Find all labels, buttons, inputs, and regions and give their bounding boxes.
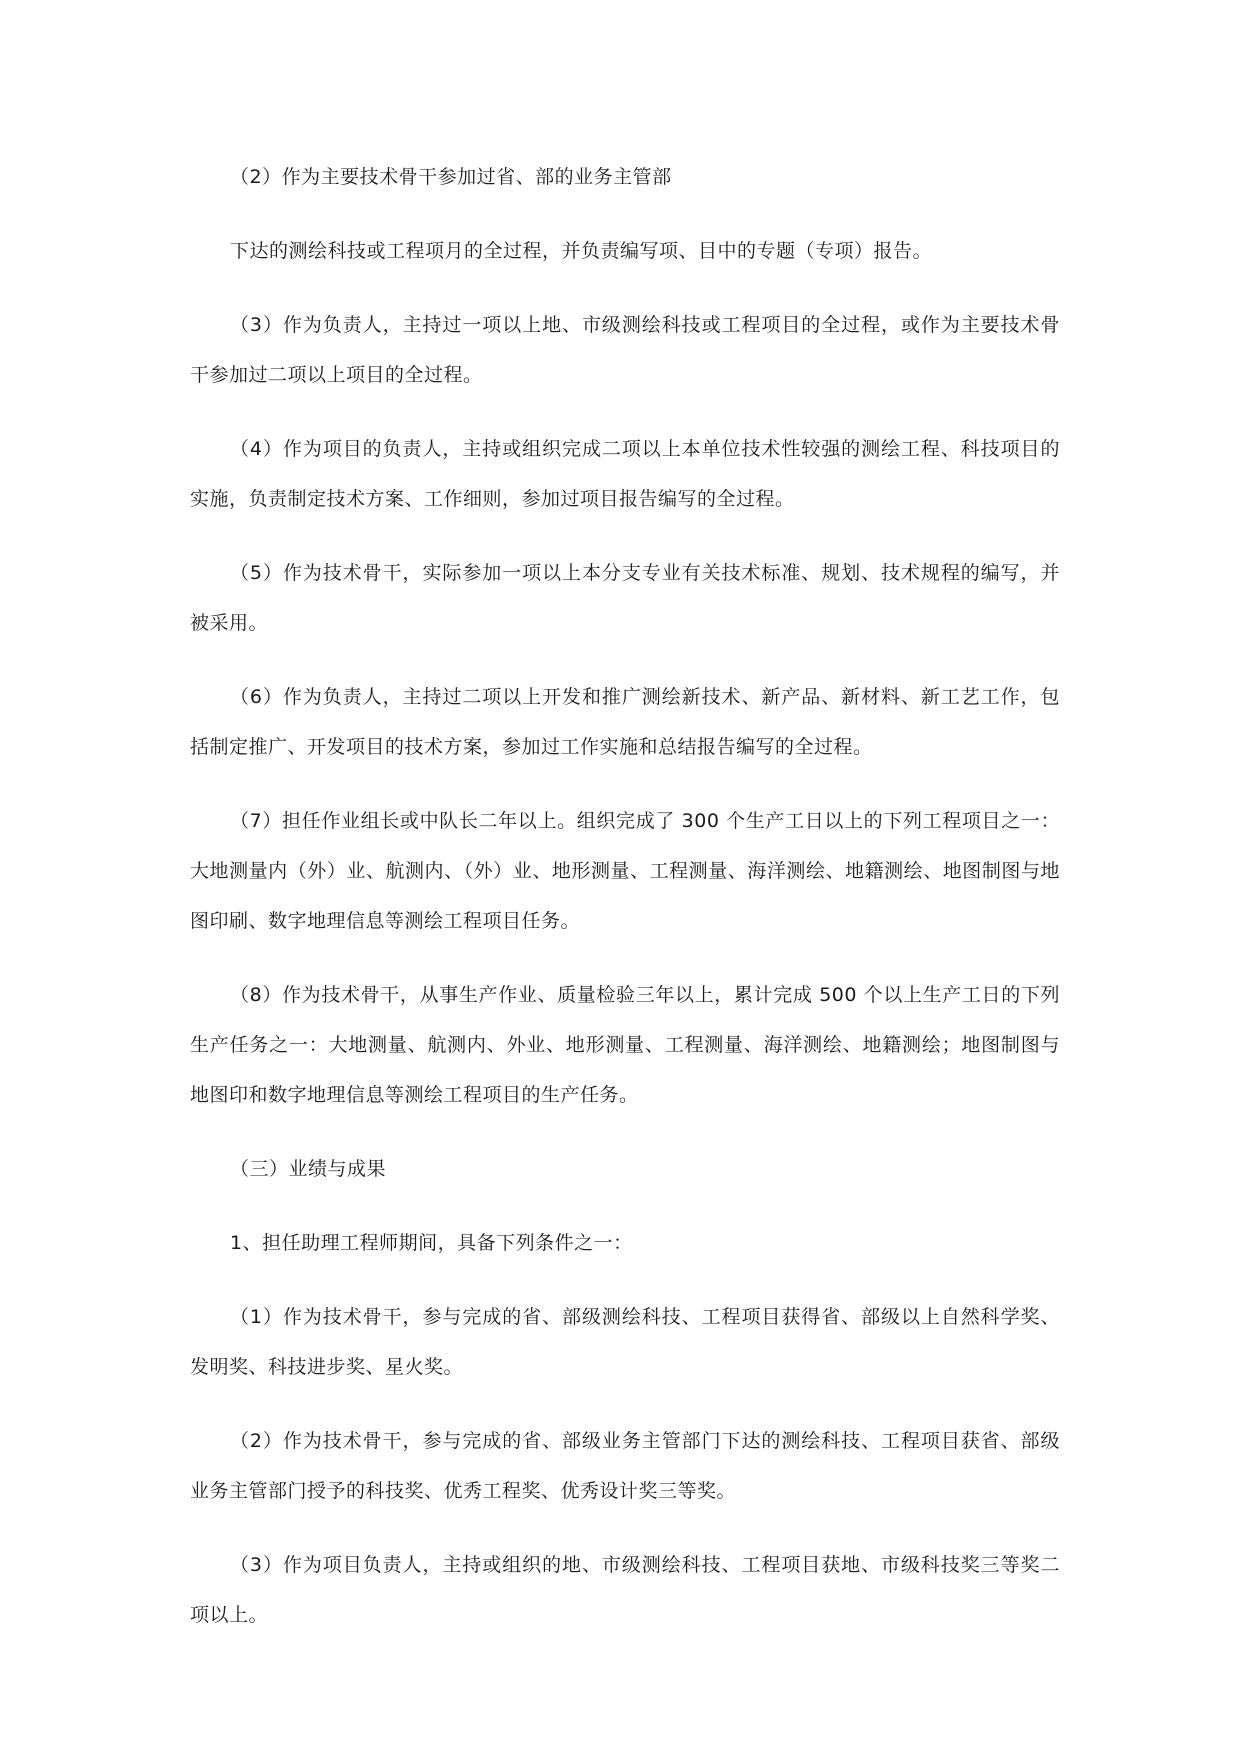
paragraph-2-5: （5）作为技术骨干，实际参加一项以上本分支专业有关技术标准、规划、技术规程的编写，并被采用。 — [190, 562, 1060, 634]
document-body — [190, 152, 1060, 1664]
paragraph-2-4: （4）作为项目的负责人，主持或组织完成二项以上本单位技术性较强的测绘工程、科技项目的实施，负责制定技术方案、工作细则，参加过项目报告编写的全过程。 — [190, 438, 1060, 510]
paragraph-2-7: （7）担任作业组长或中队长二年以上。组织完成了 300 个生产工日以上的下列工程项目之一：大地测量内（外）业、航测内、（外）业、地形测量、工程测量、海洋测绘、地籍测绘、地图制图与地图印刷、数字地理信息等测绘工程项目任务。 — [190, 810, 1060, 932]
section-heading-achievements: （三）业绩与成果 — [230, 1158, 387, 1180]
paragraph-2-8: （8）作为技术骨干，从事生产作业、质量检验三年以上，累计完成 500 个以上生产工日的下列生产任务之一：大地测量、航测内、外业、地形测量、工程测量、海洋测绘、地籍测绘；地图制图与地图印和数字地理信息等测绘工程项目的生产任务。 — [190, 984, 1060, 1106]
paragraph-2-3: （3）作为负责人，主持过一项以上地、市级测绘科技或工程项目的全过程，或作为主要技术骨干参加过二项以上项目的全过程。 — [190, 314, 1060, 386]
paragraph-3-2: （2）作为技术骨干，参与完成的省、部级业务主管部门下达的测绘科技、工程项目获省、部级业务主管部门授予的科技奖、优秀工程奖、优秀设计奖三等奖。 — [190, 1430, 1060, 1502]
subsection-heading-1: 1、担任助理工程师期间，具备下列条件之一： — [230, 1232, 633, 1254]
paragraph-3-1: （1）作为技术骨干，参与完成的省、部级测绘科技、工程项目获得省、部级以上自然科学奖、发明奖、科技进步奖、星火奖。 — [190, 1306, 1060, 1378]
paragraph-2-2: （2）作为主要技术骨干参加过省、部的业务主管部 — [230, 166, 672, 188]
paragraph-3-3: （3）作为项目负责人，主持或组织的地、市级测绘科技、工程项目获地、市级科技奖三等奖二项以上。 — [190, 1554, 1060, 1626]
paragraph-2-6: （6）作为负责人，主持过二项以上开发和推广测绘新技术、新产品、新材料、新工艺工作，包括制定推广、开发项目的技术方案，参加过工作实施和总结报告编写的全过程。 — [190, 686, 1060, 758]
paragraph-2-2-continued: 下达的测绘科技或工程项月的全过程，并负责编写项、目中的专题（专项）报告。 — [230, 240, 933, 262]
